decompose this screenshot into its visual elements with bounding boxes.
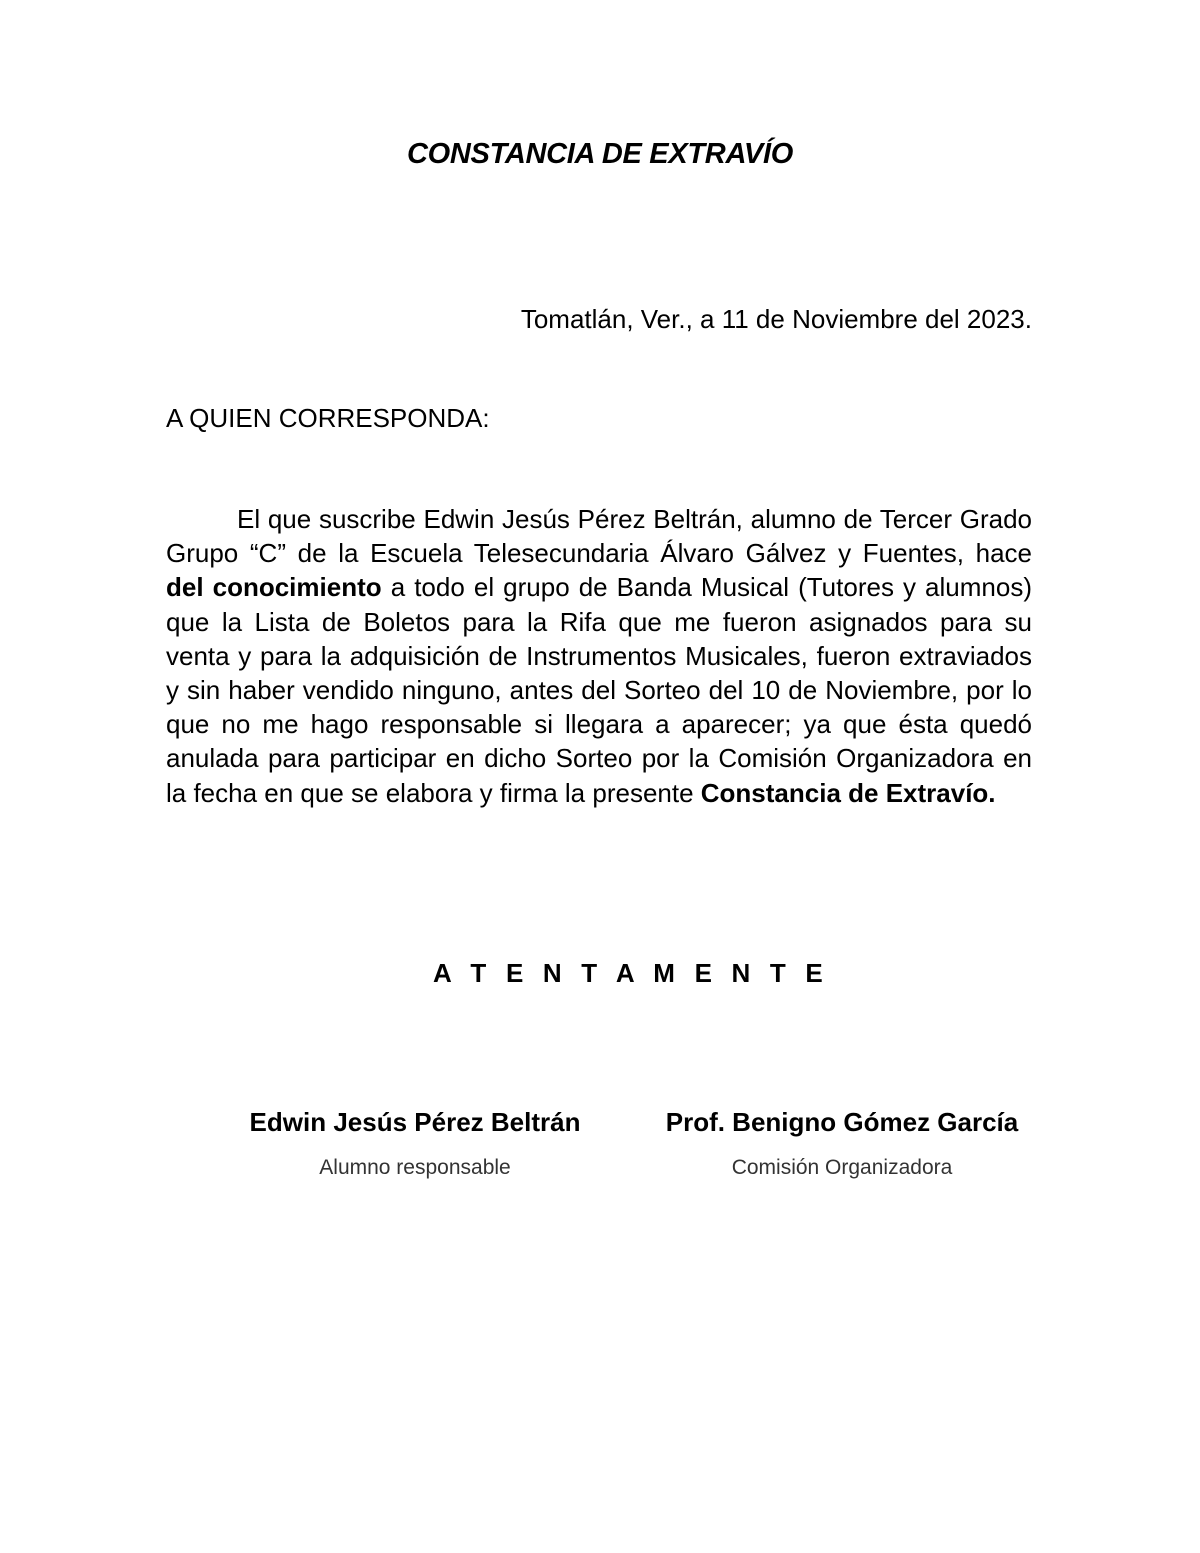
signature-block-student	[200, 1104, 630, 1180]
signature-name: Edwin Jesús Pérez Beltrán	[249, 1107, 581, 1137]
document-title: CONSTANCIA DE EXTRAVÍO	[407, 138, 793, 170]
salutation: A QUIEN CORRESPONDA:	[166, 403, 490, 433]
body-paragraph	[166, 502, 1032, 810]
body-emphasis-constancia: Constancia de Extravío.	[700, 777, 996, 808]
body-text-part1: El que suscribe Edwin Jesús Pérez Beltrán, alumno de Tercer Grado Grupo “C” de la Escuela Telesecundaria Álvaro Gálvez y Fuentes, hace	[166, 504, 1032, 569]
signature-name: Prof. Benigno Gómez García	[665, 1107, 1019, 1137]
closing-atentamente: A T E N T A M E N T E	[433, 958, 829, 988]
body-emphasis-conocimiento: del conocimiento	[166, 572, 382, 603]
signature-block-commission	[626, 1104, 1058, 1180]
place-date: Tomatlán, Ver., a 11 de Noviembre del 2023.	[520, 304, 1032, 334]
signature-role: Alumno responsable	[319, 1156, 511, 1179]
body-text-part2: a todo el grupo de Banda Musical (Tutores y alumnos) que la Lista de Boletos para la Rifa que me fueron asignados para su venta y para la adquisición de Instrumentos Musicales, fueron extraviados y sin haber vendido ninguno, antes del Sorteo del 10 de Noviembre, por lo que no me hago responsable si llegara a aparecer; ya que ésta quedó anulada para participar en dicho Sorteo por la Comisión Organizadora en la fecha en que se elabora y firma la presente	[166, 572, 1032, 808]
signature-role: Comisión Organizadora	[731, 1156, 953, 1179]
